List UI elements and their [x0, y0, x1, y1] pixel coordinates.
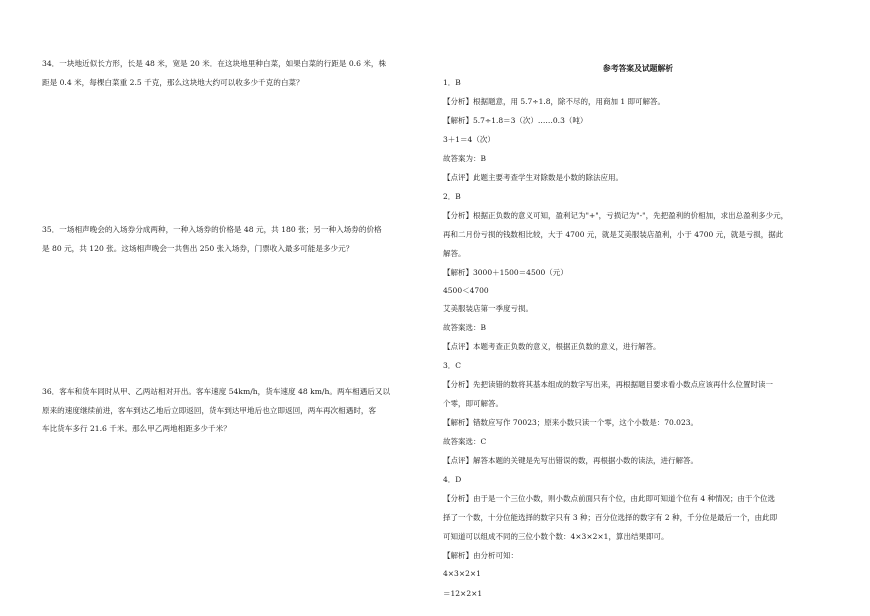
answer-line: 解答。: [443, 249, 466, 258]
answer-line: 【分析】先把读错的数将其基本组成的数字写出来，再根据题目要求看小数点应该再什么位置时读一: [443, 380, 773, 389]
answer-line: 【解析】5.7÷1.8＝3（次）……0.3（吨）: [443, 116, 588, 125]
answer-line: 4．D: [443, 475, 462, 484]
question-36-line-2: 原来的速度继续前进，客车到达乙地后立即返回，货车到达甲地后也立即返回，两车再次相遇时，客: [42, 405, 377, 415]
answer-line: 【点评】此题主要考查学生对除数是小数的除法应用。: [443, 173, 623, 182]
question-36: [42, 383, 438, 439]
answer-line: 1．B: [443, 78, 461, 87]
question-34-line-2: 距是 0.4 米，每棵白菜重 2.5 千克，那么这块地大约可以收多少千克的白菜？: [42, 77, 304, 87]
question-35-line-1: 35．一场相声晚会的入场券分成两种，一种入场券的价格是 48 元，共 180 张；另一种入场券的价格: [42, 225, 382, 234]
question-35-line-2: 是 80 元，共 120 张。这场相声晚会一共售出 250 张入场券，门票收入最多可能是多少元？: [42, 243, 354, 253]
answer-line: 【解析】3000＋1500＝4500（元）: [443, 268, 568, 277]
answer-line: 故答案选：C: [443, 437, 487, 446]
answer-line: 个零，即可解答。: [443, 399, 503, 408]
question-34: [42, 55, 438, 92]
answer-line: 3＋1＝4（次）: [443, 135, 495, 144]
answer-line: ＝12×2×1: [443, 589, 483, 598]
answer-line: 故答案选：B: [443, 323, 487, 332]
answers-title: 参考答案及试题解析: [602, 64, 674, 73]
answer-line: 【分析】根据题意，用 5.7÷1.8，除不尽的，用商加 1 即可解答。: [443, 97, 666, 106]
question-36-line-1: 36．客车和货车同时从甲、乙两站相对开出。客车速度 54km/h，货车速度 48 km/h。两车相遇后又以: [42, 387, 391, 396]
answer-line: 可知道可以组成不同的三位小数个数：4×3×2×1，算出结果即可。: [443, 532, 669, 541]
answer-line: 再和二月份亏损的钱数相比较，大于 4700 元，就是艾美服装店盈利，小于 4700 元，就是亏损，据此: [443, 230, 784, 239]
answer-line: 择了一个数，十分位能选择的数字只有 3 种；百分位选择的数字有 2 种，千分位是最后一个，由此即: [443, 513, 778, 522]
answer-line: 3．C: [443, 361, 462, 370]
question-35: [42, 221, 438, 258]
answer-line: 【点评】本题考查正负数的意义，根据正负数的意义，进行解答。: [443, 342, 661, 351]
answer-line: 2．B: [443, 192, 461, 201]
question-36-line-3: 车比货车多行 21.6 千米。那么甲乙两地相距多少千米？: [42, 424, 231, 433]
answer-line: 4×3×2×1: [443, 569, 481, 578]
question-34-line-1: 34．一块地近似长方形，长是 48 米，宽是 20 米．在这块地里种白菜，如果白菜的行距是 0.6 米，株: [42, 59, 387, 68]
answer-line: 【点评】解答本题的关键是先写出错误的数，再根据小数的读法，进行解答。: [443, 456, 698, 465]
answer-line: 【解析】错数应写作 70023；原来小数只读一个零，这个小数是：70.023。: [443, 418, 698, 427]
answer-line: 【解析】由分析可知：: [443, 551, 518, 560]
answer-line: 4500＜4700: [443, 286, 489, 295]
answer-line: 【分析】由于是一个三位小数，则小数点前面只有个位，由此即可知道个位有 4 种情况；由于个位选: [443, 494, 776, 503]
answer-line: 故答案为：B: [443, 154, 487, 163]
answer-line: 艾美服装店第一季度亏损。: [443, 304, 533, 313]
answer-line: 【分析】根据正负数的意义可知，盈利记为"+"，亏损记为"-"，先把盈利的价相加，求出总盈利多少元，: [443, 211, 789, 220]
